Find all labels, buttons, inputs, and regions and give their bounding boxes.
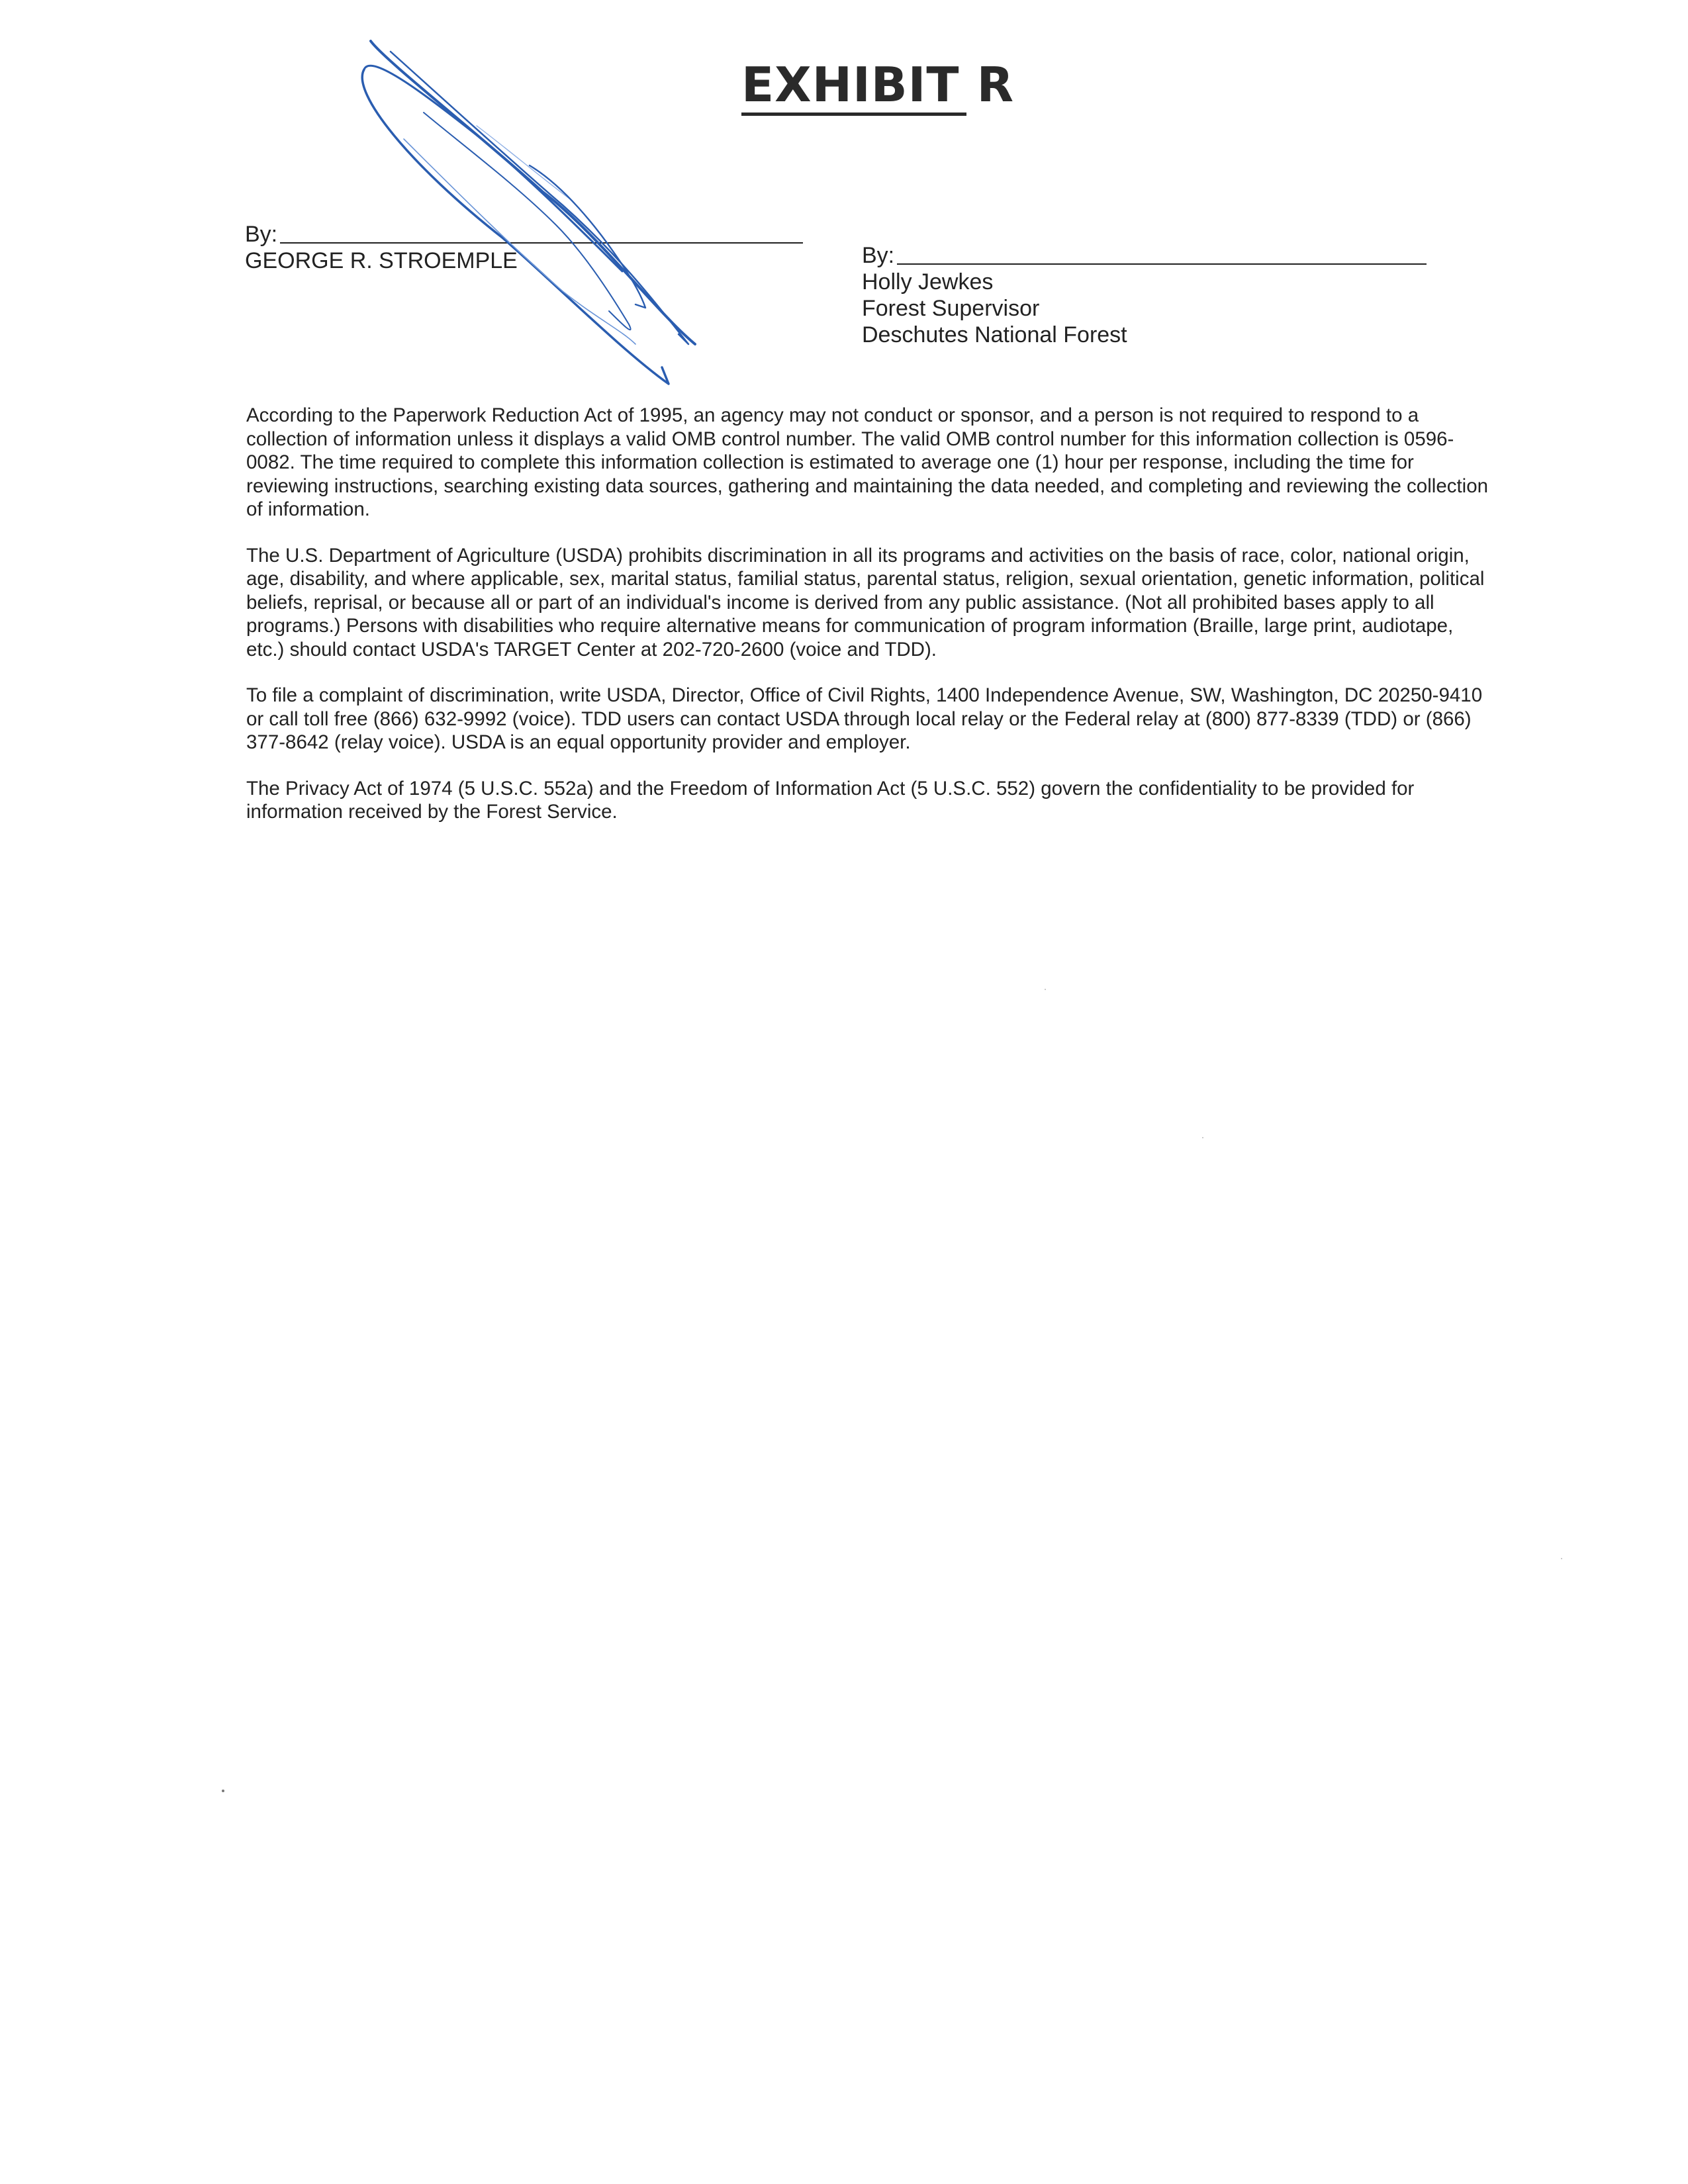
paragraph-complaint-filing: To file a complaint of discrimination, write USDA, Director, Office of Civil Rights, 1400 Independence Avenue, SW, Washington, DC 20250-9410 or call toll free (866) 632-9992 (voice). TDD users can contact USDA through local relay or the Federal relay at (800) 877-8339 (TDD) or (866) 377-8642 (relay voice). USDA is an equal opportunity provider and employer. xyxy=(246,684,1483,753)
paragraph-nondiscrimination: The U.S. Department of Agriculture (USDA) prohibits discrimination in all its programs and activities on the basis of race, color, national origin, age, disability, and where applicable, sex, marital status, familial status, parental status, religion, sexual orientation, genetic information, political beliefs, reprisal, or because all or part of an individual's income is derived from any public assistance. (Not all prohibited bases apply to all programs.) Persons with disabilities who require alternative means for communication of program information (Braille, large print, audiotape, etc.) should contact USDA's TARGET Center at 202-720-2600 (voice and TDD). xyxy=(246,544,1485,660)
by-label-right: By: xyxy=(862,243,895,268)
signature-rule-right xyxy=(897,263,1427,265)
signer-title-right: Forest Supervisor xyxy=(862,296,1040,321)
by-label-left: By: xyxy=(245,222,278,247)
signature-block-right xyxy=(862,242,1431,348)
signer-name-left: GEORGE R. STROEMPLE xyxy=(245,248,518,273)
exhibit-title: EXHIBIT R xyxy=(741,57,1015,113)
signer-organization-right: Deschutes National Forest xyxy=(862,322,1127,347)
scan-speck xyxy=(1045,989,1046,990)
scan-speck xyxy=(1561,1558,1562,1559)
handwritten-signature xyxy=(344,33,715,390)
scan-speck xyxy=(222,1790,224,1792)
signer-name-right: Holly Jewkes xyxy=(862,269,994,295)
paragraph-privacy-act: The Privacy Act of 1974 (5 U.S.C. 552a) and the Freedom of Information Act (5 U.S.C. 552) govern the confidentiality to be provided for information received by the Forest Service. xyxy=(246,777,1415,823)
signature-line-right xyxy=(862,242,1431,269)
scan-speck xyxy=(1202,1137,1203,1138)
exhibit-title-underline xyxy=(741,113,966,116)
paragraph-paperwork-reduction-act: According to the Paperwork Reduction Act of 1995, an agency may not conduct or sponsor, and a person is not required to respond to a collection of information unless it displays a valid OMB control number. The valid OMB control number for this information collection is 0596-0082. The time required to complete this information collection is estimated to average one (1) hour per response, including the time for reviewing instructions, searching existing data sources, gathering and maintaining the data needed, and completing and reviewing the collection of information. xyxy=(246,404,1489,520)
document-body xyxy=(246,404,1491,846)
